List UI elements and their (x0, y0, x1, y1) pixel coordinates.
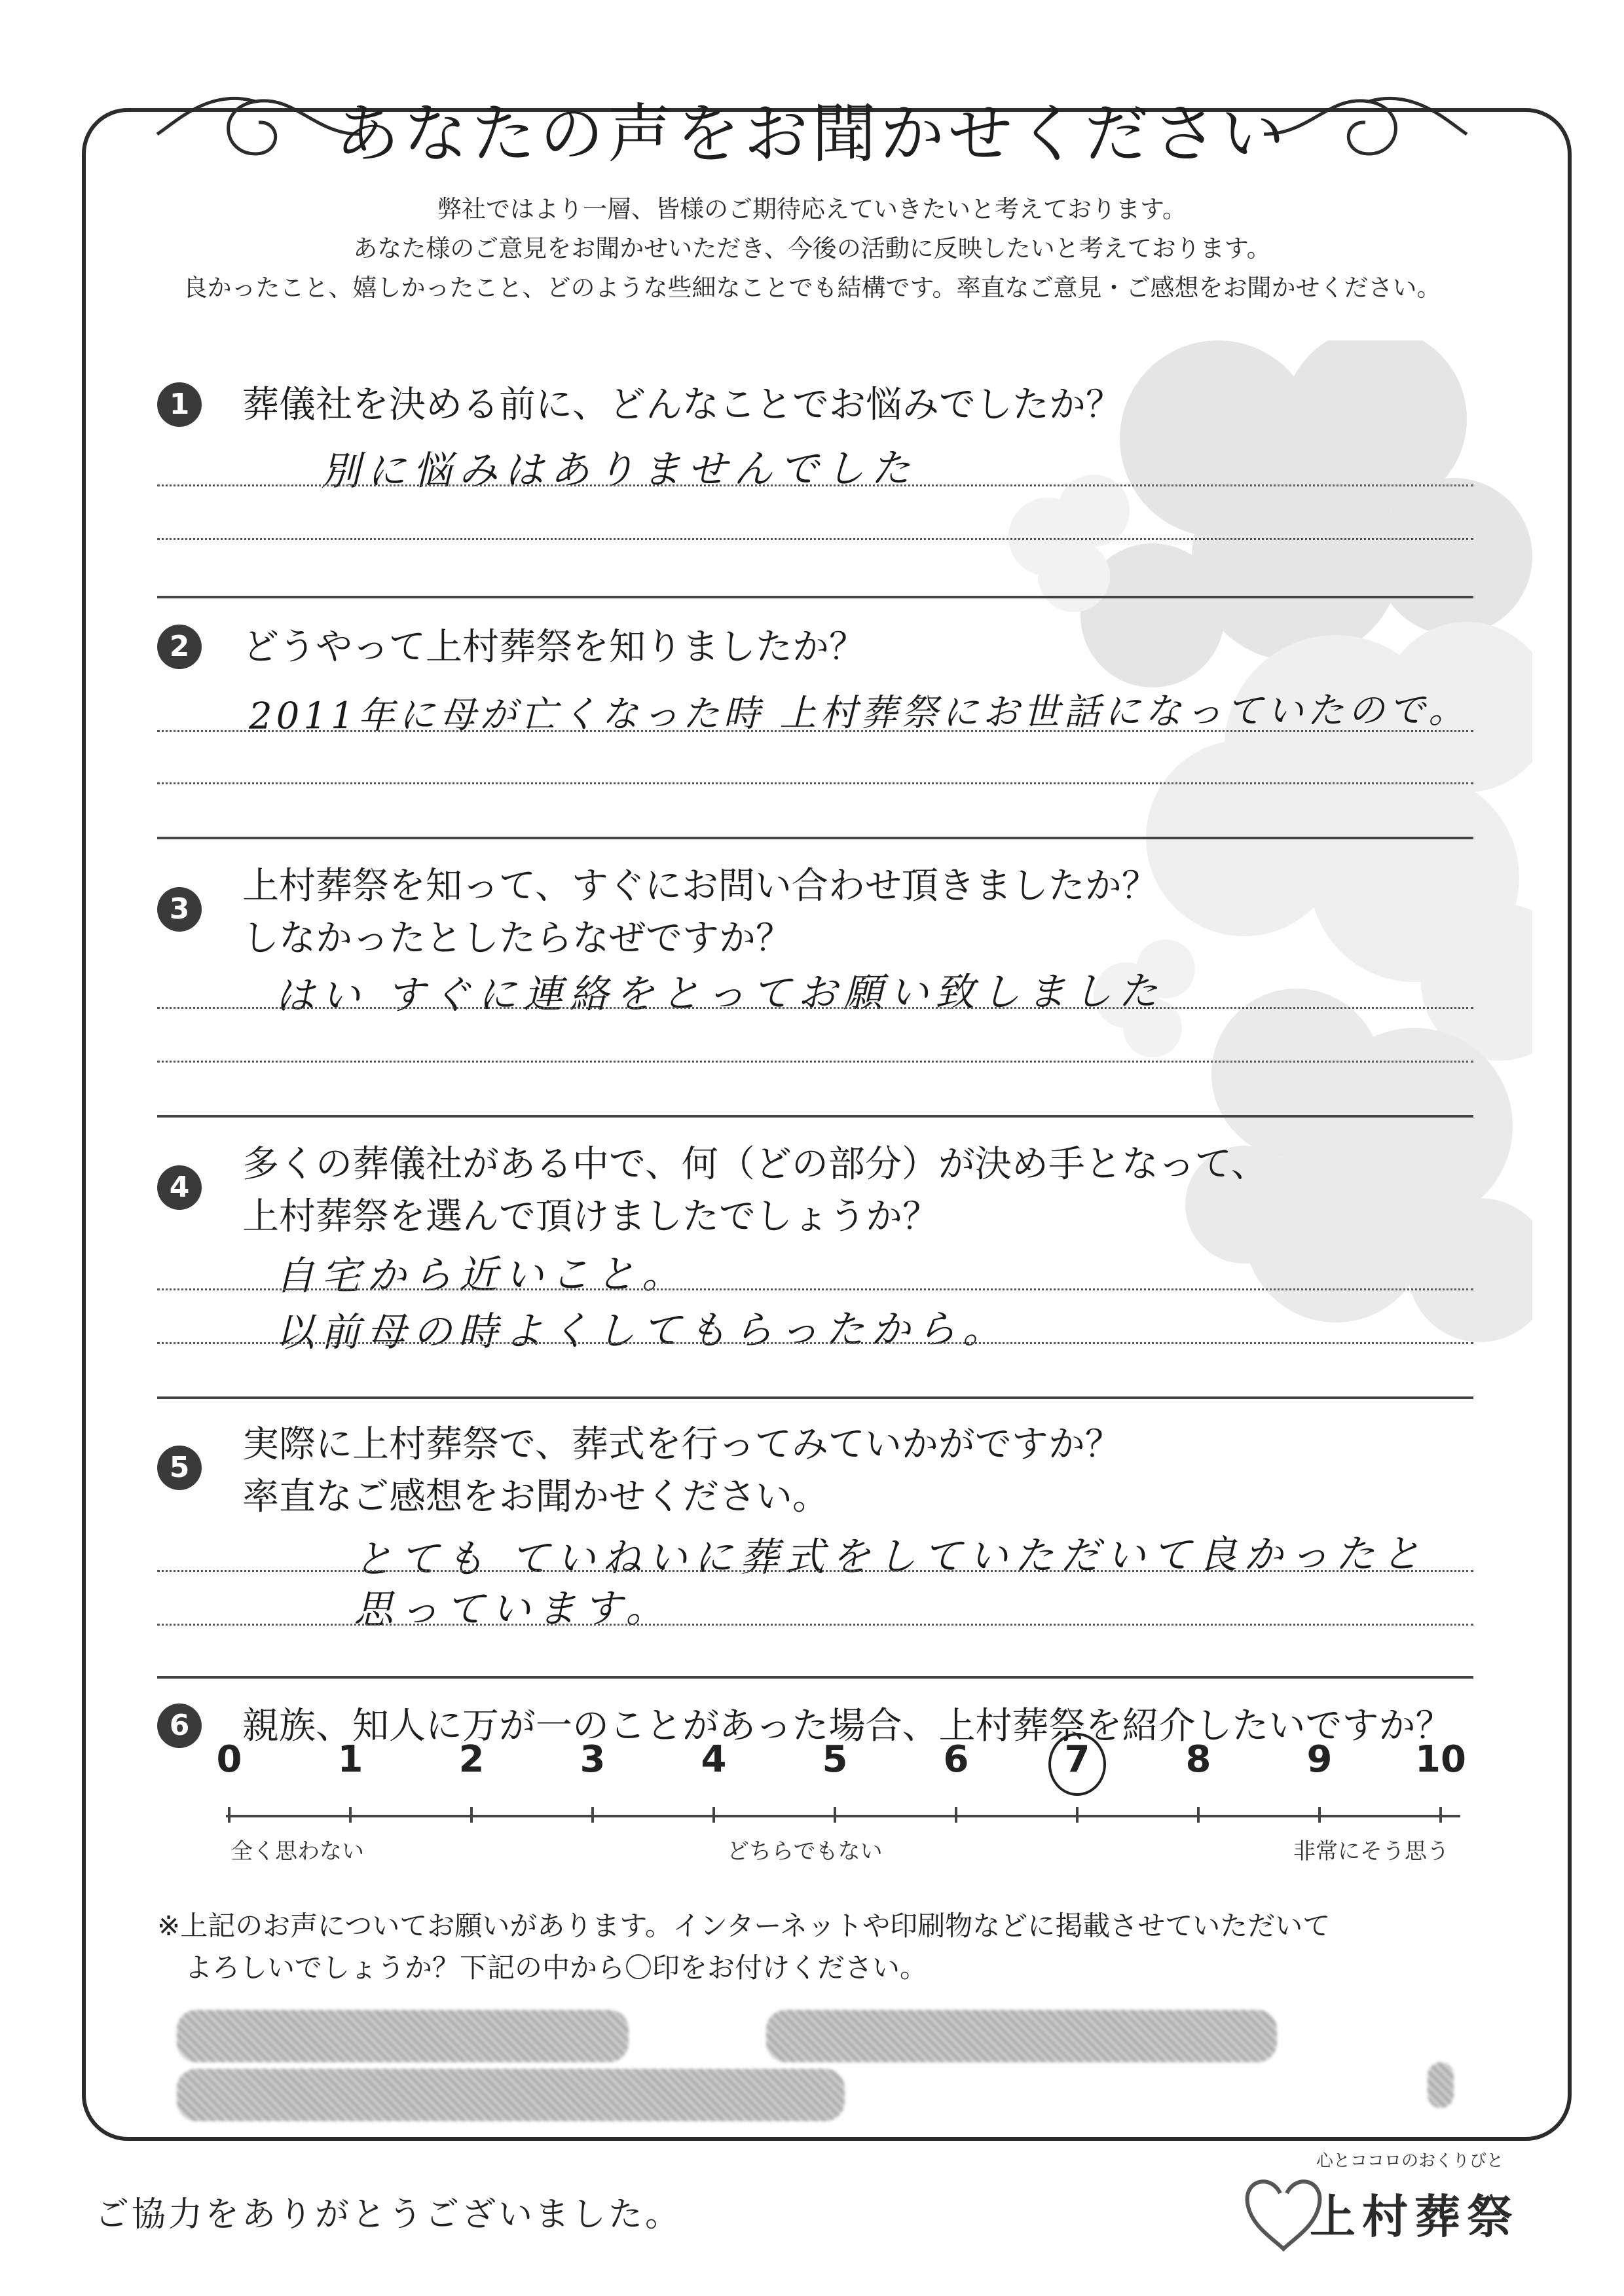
answer-line (157, 1288, 1473, 1290)
scale-tick (349, 1807, 352, 1823)
question-text: 葬儀社を決める前に、どんなことでお悩みでしたか？ (242, 384, 1122, 426)
answer-line (157, 1570, 1473, 1572)
rating-option-10[interactable]: 10 (1415, 1738, 1466, 1781)
answer-line (157, 1624, 1473, 1626)
rating-option-6[interactable]: 6 (943, 1738, 969, 1781)
question-text: 親族、知人に万が一のことがあった場合、上村葬祭を紹介したいですか？ (242, 1705, 1452, 1747)
question-number-badge: 4 (157, 1165, 202, 1210)
rating-option-9[interactable]: 9 (1306, 1738, 1333, 1781)
scale-label-low: 全く思わない (231, 1838, 364, 1865)
rating-option-3[interactable]: 3 (580, 1738, 606, 1781)
answer-handwriting: 以前母の時よくしてもらったから。 (274, 1306, 1009, 1356)
scale-label-high: 非常にそう思う (1293, 1838, 1449, 1865)
rating-option-8[interactable]: 8 (1185, 1738, 1211, 1781)
scale-tick (591, 1807, 594, 1823)
section-divider (157, 1676, 1473, 1679)
intro-line: あなた様のご意見をお聞かせいただき、今後の活動に反映したいと考えております。 (353, 234, 1271, 263)
redacted-area (177, 2010, 629, 2062)
section-divider (157, 596, 1473, 598)
form-title: あなたの声をお聞かせください (335, 97, 1289, 172)
intro-line: 弊社ではより一層、皆様のご期待応えていきたいと考えております。 (437, 195, 1187, 223)
answer-line (157, 1342, 1473, 1344)
rating-scale-line (226, 1815, 1460, 1817)
question-text: 多くの葬儀社がある中で、何（どの部分）が決め手となって、 (242, 1143, 1268, 1186)
section-divider (157, 837, 1473, 839)
note-line: よろしいでしょうか？下記の中から〇印をお付けください。 (185, 1952, 928, 1984)
scale-label-mid: どちらでもない (727, 1838, 883, 1865)
answer-handwriting: とても ていねいに葬式をしていただいて良かったと (353, 1531, 1428, 1583)
note-line: ※上記のお声についてお願いがあります。インターネットや印刷物などに掲載させていただいて (157, 1910, 1331, 1942)
scale-tick (834, 1807, 836, 1823)
publication-consent-note (157, 1905, 1330, 1989)
redacted-area (766, 2010, 1277, 2062)
question-text: 上村葬祭を知って、すぐにお問い合わせ頂きましたか？ (242, 865, 1158, 907)
scale-tick (470, 1807, 473, 1823)
answer-handwriting: 別に悩みはありませんでした (320, 445, 917, 495)
answer-line (157, 782, 1473, 784)
answer-line (157, 1061, 1473, 1063)
scale-tick (712, 1807, 715, 1823)
answer-line (157, 484, 1473, 486)
scale-tick (228, 1807, 231, 1823)
answer-line (157, 730, 1473, 732)
scale-tick (955, 1807, 957, 1823)
scale-tick (1439, 1807, 1442, 1823)
answer-line (157, 1007, 1473, 1009)
rating-option-7[interactable]: 7 (1064, 1738, 1090, 1781)
answer-handwriting: 自宅から近いこと。 (274, 1251, 688, 1300)
answer-line (157, 538, 1473, 540)
rating-option-1[interactable]: 1 (337, 1738, 363, 1781)
question-text: 実際に上村葬祭で、葬式を行ってみていかがですか？ (242, 1423, 1122, 1466)
scale-tick (1318, 1807, 1321, 1823)
company-name: 上村葬祭 (1310, 2190, 1519, 2244)
question-number-badge: 6 (157, 1704, 202, 1748)
section-divider (157, 1115, 1473, 1118)
question-text: 上村葬祭を選んで頂けましたでしょうか？ (242, 1195, 939, 1238)
question-number-badge: 2 (157, 625, 202, 669)
question-number-badge: 5 (157, 1446, 202, 1490)
redacted-area (177, 2069, 845, 2121)
question-text: 率直なご感想をお聞かせください。 (242, 1476, 829, 1518)
question-number-badge: 1 (157, 382, 202, 427)
answer-handwriting: 思っています。 (353, 1585, 672, 1633)
scale-tick (1197, 1807, 1200, 1823)
rating-option-0[interactable]: 0 (216, 1738, 242, 1781)
intro-text (131, 190, 1493, 308)
rating-option-5[interactable]: 5 (822, 1738, 848, 1781)
question-number-badge: 3 (157, 887, 202, 932)
selected-rating-circle (1048, 1733, 1106, 1796)
answer-handwriting: 2011年に母が亡くなった時 上村葬祭にお世話になっていたので。 (248, 689, 1469, 738)
thank-you-message: ご協力をありがとうございました。 (95, 2195, 682, 2234)
question-text: しなかったとしたらなぜですか？ (242, 917, 792, 960)
question-text: どうやって上村葬祭を知りましたか？ (242, 626, 866, 668)
intro-line: 良かったこと、嬉しかったこと、どのような些細なことでも結構です。率直なご意見・ご感想をお聞かせください。 (183, 274, 1441, 302)
logo-tagline: 心とココロのおくりびと (1316, 2151, 1504, 2171)
section-divider (157, 1396, 1473, 1399)
answer-handwriting: はい すぐに連絡をとってお願い致しました (274, 968, 1165, 1019)
rating-option-2[interactable]: 2 (458, 1738, 485, 1781)
rating-option-4[interactable]: 4 (701, 1738, 727, 1781)
redacted-area (1428, 2062, 1454, 2108)
scale-tick (1076, 1807, 1079, 1823)
